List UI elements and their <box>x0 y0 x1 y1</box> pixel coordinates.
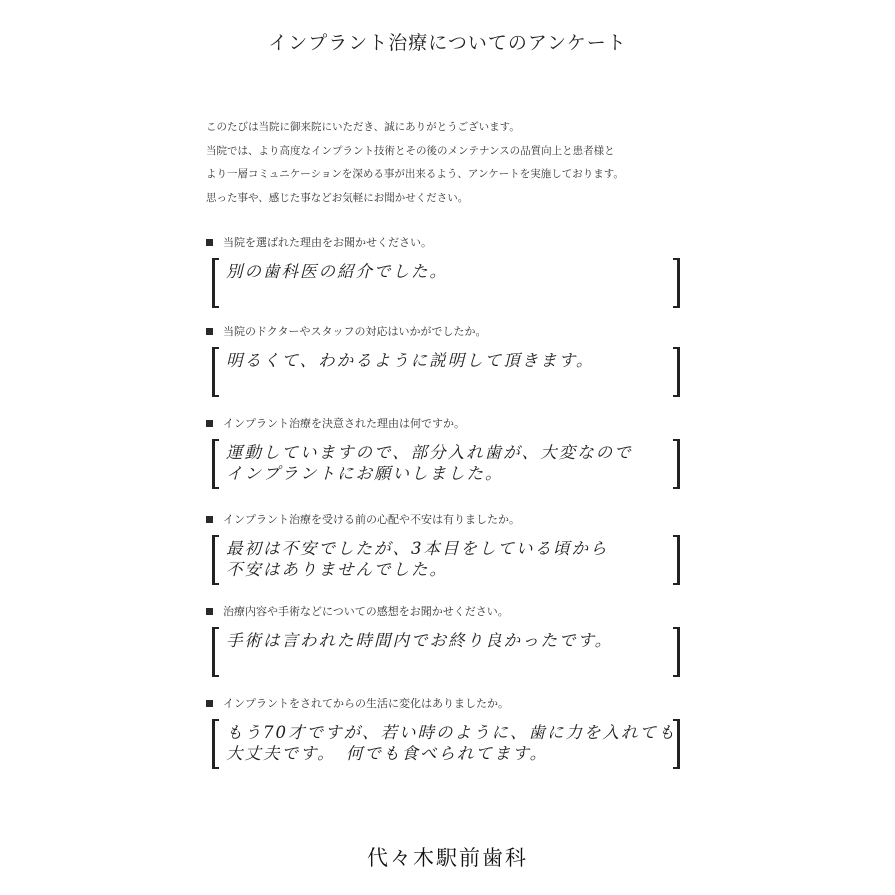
answer-box <box>212 535 680 585</box>
square-bullet-icon <box>206 328 213 335</box>
handwritten-answer <box>226 261 666 282</box>
square-bullet-icon <box>206 700 213 707</box>
answer-line: 最初は不安でしたが、3本目をしている頃から <box>226 539 609 558</box>
question-staff-response <box>206 323 686 423</box>
handwritten-answer <box>226 630 666 651</box>
answer-line: 運動していますので、部分入れ歯が、大変なので <box>226 443 633 462</box>
left-bracket <box>212 439 219 489</box>
square-bullet-icon <box>206 239 213 246</box>
intro-line: より一層コミュニケーションを深める事が出来るよう、アンケートを実施しております。 <box>206 168 624 180</box>
right-bracket <box>673 347 680 397</box>
question-reason-for-choosing <box>206 234 686 334</box>
question-text: 治療内容や手術などについての感想をお聞かせください。 <box>223 605 509 618</box>
clinic-name: 代々木駅前歯科 <box>367 846 528 870</box>
question-label <box>206 511 520 527</box>
answer-box <box>212 347 680 397</box>
right-bracket <box>673 535 680 585</box>
intro-text <box>206 116 706 210</box>
question-prior-concerns <box>206 511 686 611</box>
question-label <box>206 695 509 711</box>
right-bracket <box>673 439 680 489</box>
answer-line: 別の歯科医の紹介でした。 <box>226 262 448 281</box>
handwritten-answer <box>226 442 666 484</box>
left-bracket <box>212 258 219 308</box>
answer-line: 不安はありませんでした。 <box>226 560 448 579</box>
question-text: インプラント治療を決意された理由は何ですか。 <box>223 417 465 430</box>
handwritten-answer <box>226 538 666 580</box>
question-label <box>206 234 432 250</box>
page-title: インプラント治療についてのアンケート <box>268 32 627 54</box>
answer-box <box>212 258 680 308</box>
intro-line: このたびは当院に御来院にいただき、誠にありがとうございます。 <box>206 121 520 133</box>
question-text: 当院を選ばれた理由をお聞かせください。 <box>223 236 432 249</box>
right-bracket <box>673 719 680 769</box>
left-bracket <box>212 535 219 585</box>
intro-line: 当院では、より高度なインプラント技術とその後のメンテナンスの品質向上と患者様と <box>206 144 615 157</box>
left-bracket <box>212 627 219 677</box>
question-text: 当院のドクターやスタッフの対応はいかがでしたか。 <box>223 325 487 338</box>
handwritten-answer <box>226 722 677 764</box>
answer-box <box>212 719 680 769</box>
answer-line: 手術は言われた時間内でお終り良かったです。 <box>226 631 614 650</box>
intro-line: 思った事や、感じた事などお気軽にお聞かせください。 <box>206 191 469 204</box>
square-bullet-icon <box>206 420 213 427</box>
question-text: インプラントをされてからの生活に変化はありましたか。 <box>223 697 509 710</box>
question-life-changes <box>206 695 686 795</box>
answer-line: もう70才ですが、若い時のように、歯に力を入れても <box>226 723 677 742</box>
answer-box <box>212 439 680 489</box>
right-bracket <box>673 627 680 677</box>
left-bracket <box>212 719 219 769</box>
question-label <box>206 603 509 619</box>
question-text: インプラント治療を受ける前の心配や不安は有りましたか。 <box>223 513 520 526</box>
handwritten-answer <box>226 350 666 371</box>
question-label <box>206 415 465 431</box>
answer-line: 明るくて、わかるように説明して頂きます。 <box>226 351 595 370</box>
square-bullet-icon <box>206 516 213 523</box>
question-treatment-impressions <box>206 603 686 703</box>
right-bracket <box>673 258 680 308</box>
question-label <box>206 323 487 339</box>
answer-box <box>212 627 680 677</box>
left-bracket <box>212 347 219 397</box>
square-bullet-icon <box>206 608 213 615</box>
answer-line: 大丈夫です。 何でも食べられてます。 <box>226 744 549 763</box>
question-reason-for-implant <box>206 415 686 515</box>
answer-line: インプラントにお願いしました。 <box>226 464 504 483</box>
